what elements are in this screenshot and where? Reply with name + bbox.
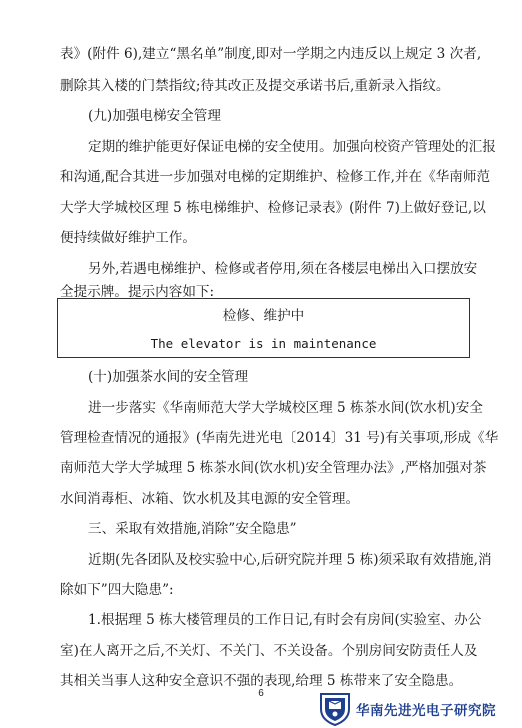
section-heading: (九)加强电梯安全管理 [88,108,221,124]
section-heading: (十)加强茶水间的安全管理 [88,369,249,385]
paragraph-line: 删除其入楼的门禁指纹;待其改正及提交承诺书后,重新录入指纹。 [60,78,450,94]
paragraph-line: 除如下”四大隐患”: [60,582,174,598]
section-heading: 三、采取有效措施,消除”安全隐患” [88,521,297,537]
paragraph-line: 管理检查情况的通报》(华南先进光电〔2014〕31 号)有关事项,形成《华 [60,430,499,446]
paragraph-line: 大学大学城校区理 5 栋电梯维护、检修记录表》(附件 7)上做好登记,以 [60,200,486,216]
watermark-text: 华南先进光电子研究院 [356,703,496,719]
paragraph-line: 南师范大学大学城理 5 栋茶水间(饮水机)安全管理办法》,严格加强对茶 [60,460,487,476]
paragraph-line: 室)在人离开之后,不关灯、不关门、不关设备。个别房间安防责任人及 [60,643,478,659]
institute-watermark [318,690,522,726]
paragraph-line: 便持续做好维护工作。 [60,230,196,246]
paragraph-line: 进一步落实《华南师范大学大学城校区理 5 栋茶水间(饮水机)安全 [88,400,483,416]
elevator-notice-box [57,298,470,358]
university-crest-icon [318,690,352,726]
paragraph-line: 其相关当事人这种安全意识不强的表现,给理 5 栋带来了安全隐患。 [60,673,463,689]
notice-text-zh: 检修、维护中 [222,308,305,324]
notice-text-en: The elevator is in maintenance [150,336,377,351]
paragraph-line: 全提示牌。提示内容如下: [60,284,215,300]
page-number: 6 [258,688,264,699]
paragraph-line: 水间消毒柜、冰箱、饮水机及其电源的安全管理。 [60,491,360,507]
paragraph-line: 另外,若遇电梯维护、检修或者停用,须在各楼层电梯出入口摆放安 [88,261,478,277]
paragraph-line: 表》(附件 6),建立“黑名单”制度,即对一学期之内违反以上规定 3 次者, [60,46,482,62]
paragraph-line: 和沟通,配合其进一步加强对电梯的定期维护、检修工作,并在《华南师范 [60,169,491,185]
paragraph-line: 近期(先各团队及校实验中心,后研究院并理 5 栋)须采取有效措施,消 [88,552,492,568]
paragraph-line: 定期的维护能更好保证电梯的安全使用。加强向校资产管理处的汇报 [88,139,496,155]
paragraph-line: 1.根据理 5 栋大楼管理员的工作日记,有时会有房间(实验室、办公 [88,612,482,628]
